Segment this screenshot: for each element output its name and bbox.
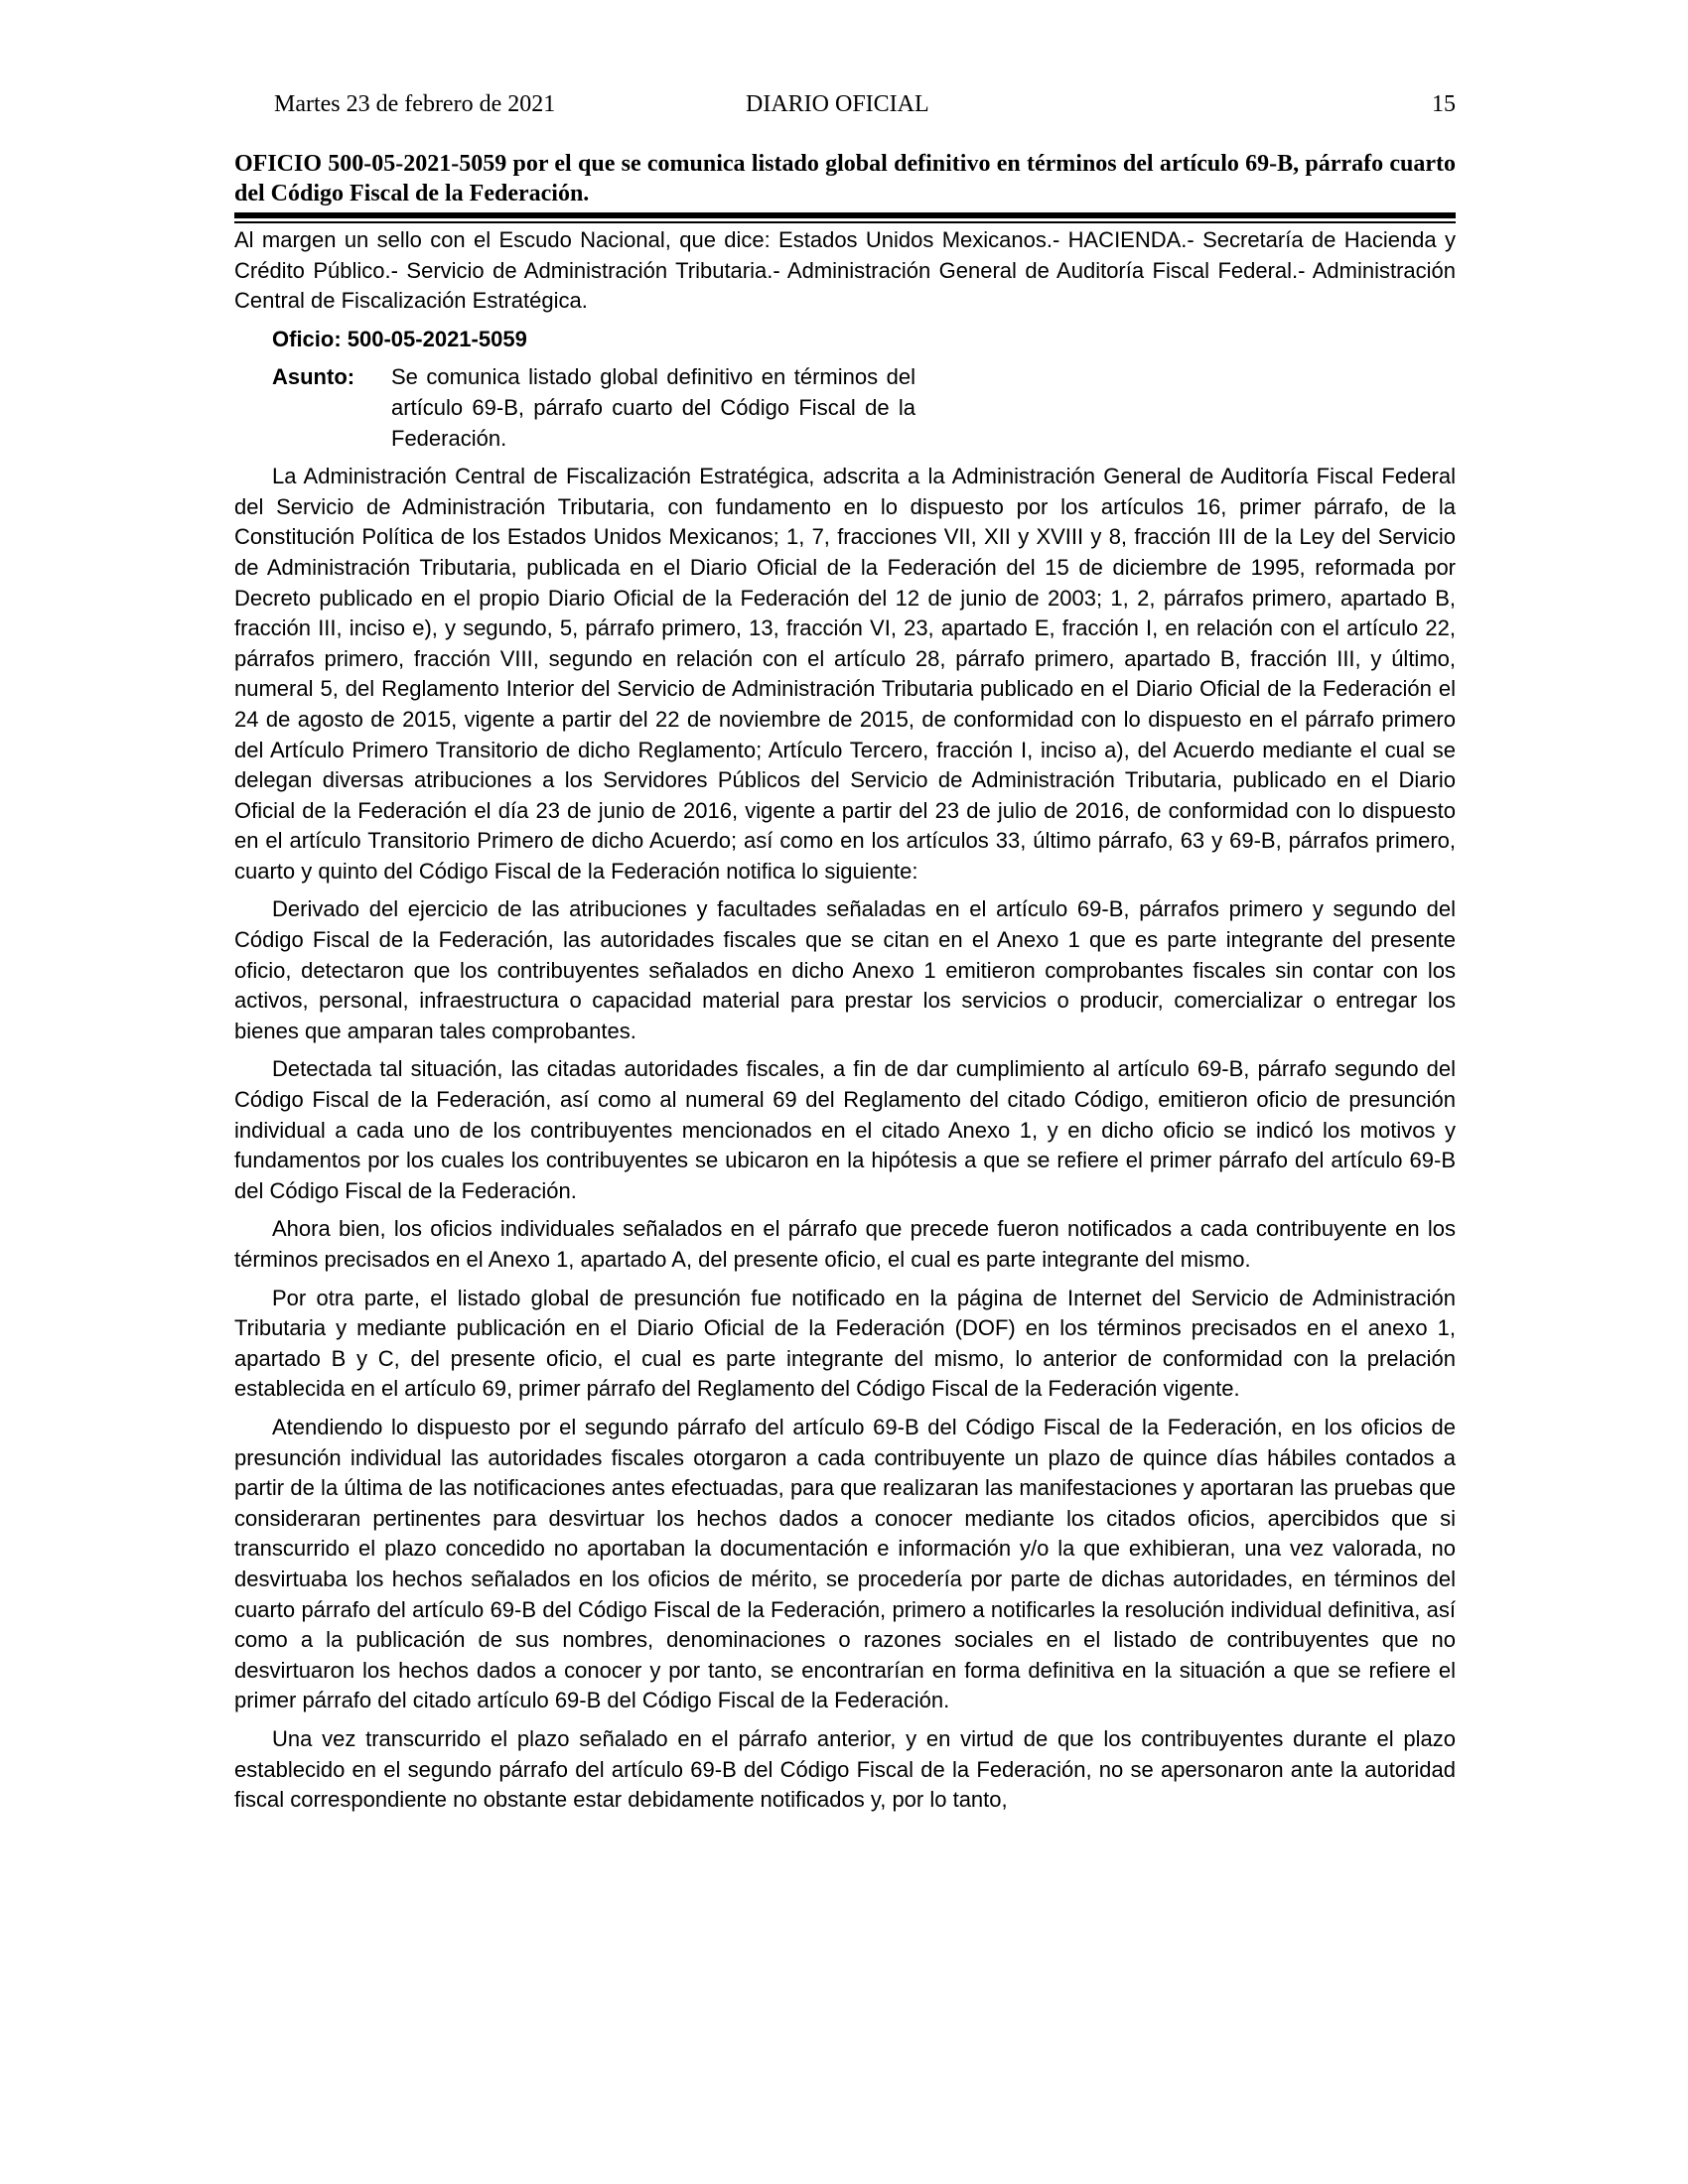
- body-paragraph-1: La Administración Central de Fiscalización Estratégica, adscrita a la Administración General de Auditoría Fiscal Federal del Servicio de Administración Tributaria, con fundamento en lo dispuesto por los artículos 16, primer párrafo, de la Constitución Política de los Estados Unidos Mexicanos; 1, 7, fracciones VII, XII y XVIII y 8, fracción III de la Ley del Servicio de Administración Tributaria, publicada en el Diario Oficial de la Federación del 15 de diciembre de 1995, reformada por Decreto publicado en el propio Diario Oficial de la Federación del 12 de junio de 2003; 1, 2, párrafos primero, apartado B, fracción III, inciso e), y segundo, 5, párrafo primero, 13, fracción VI, 23, apartado E, fracción I, en relación con el artículo 22, párrafos primero, fracción VIII, segundo en relación con el artículo 28, párrafo primero, apartado B, fracción III, y último, numeral 5, del Reglamento Interior del Servicio de Administración Tributaria publicado en el Diario Oficial de la Federación el 24 de agosto de 2015, vigente a partir del 22 de noviembre de 2015, de conformidad con lo dispuesto en el párrafo primero del Artículo Primero Transitorio de dicho Reglamento; Artículo Tercero, fracción I, inciso a), del Acuerdo mediante el cual se delegan diversas atribuciones a los Servidores Públicos del Servicio de Administración Tributaria, publicado en el Diario Oficial de la Federación el día 23 de junio de 2016, vigente a partir del 23 de julio de 2016, de conformidad con lo dispuesto en el artículo Transitorio Primero de dicho Acuerdo; así como en los artículos 33, último párrafo, 63 y 69-B, párrafos primero, cuarto y quinto del Código Fiscal de la Federación notifica lo siguiente:: [234, 464, 1456, 884]
- asunto-block: [234, 362, 1456, 454]
- title-rule-thin: [234, 221, 1456, 223]
- document-title: OFICIO 500-05-2021-5059 por el que se comunica listado global definitivo en términos del artículo 69-B, párrafo cuarto del Código Fiscal de la Federación.: [234, 151, 1456, 206]
- asunto-text: Se comunica listado global definitivo en términos del artículo 69-B, párrafo cuarto del Código Fiscal de la Federación.: [391, 364, 915, 451]
- body-paragraph-7: Una vez transcurrido el plazo señalado en el párrafo anterior, y en virtud de que los contribuyentes durante el plazo establecido en el segundo párrafo del artículo 69-B del Código Fiscal de la Federación, no se apersonaron ante la autoridad fiscal correspondiente no obstante estar debidamente notificados y, por lo tanto,: [234, 1725, 1456, 1813]
- body-paragraph-5: Por otra parte, el listado global de presunción fue notificado en la página de Internet del Servicio de Administración Tributaria y mediante publicación en el Diario Oficial de la Federación (DOF) en los términos precisados en el anexo 1, apartado B y C, del presente oficio, el cual es parte integrante del mismo, lo anterior de conformidad con la prelación establecida en el artículo 69, primer párrafo del Reglamento del Código Fiscal de la Federación vigente.: [234, 1285, 1456, 1402]
- seal-paragraph: Al margen un sello con el Escudo Nacional, que dice: Estados Unidos Mexicanos.- HACIENDA.- Secretaría de Hacienda y Crédito Público.- Servicio de Administración Tributaria.- Administración General de Auditoría Fiscal Federal.- Administración Central de Fiscalización Estratégica.: [234, 227, 1456, 314]
- body-paragraph-3: Detectada tal situación, las citadas autoridades fiscales, a fin de dar cumplimiento al artículo 69-B, párrafo segundo del Código Fiscal de la Federación, así como al numeral 69 del Reglamento del citado Código, emitieron oficio de presunción individual a cada uno de los contribuyentes mencionados en el citado Anexo 1, y en dicho oficio se indicó los motivos y fundamentos por los cuales los contribuyentes se ubicaron en la hipótesis a que se refiere el primer párrafo del artículo 69-B del Código Fiscal de la Federación.: [234, 1056, 1456, 1203]
- oficio-number: Oficio: 500-05-2021-5059: [272, 326, 527, 351]
- body-paragraph-2: Derivado del ejercicio de las atribuciones y facultades señaladas en el artículo 69-B, párrafos primero y segundo del Código Fiscal de la Federación, las autoridades fiscales que se citan en el Anexo 1 que es parte integrante del presente oficio, detectaron que los contribuyentes señalados en dicho Anexo 1 emitieron comprobantes fiscales sin contar con los activos, personal, infraestructura o capacidad material para prestar los servicios o producir, comercializar o entregar los bienes que amparan tales comprobantes.: [234, 896, 1456, 1043]
- body-paragraph-4: Ahora bien, los oficios individuales señalados en el párrafo que precede fueron notificados a cada contribuyente en los términos precisados en el Anexo 1, apartado A, del presente oficio, el cual es parte integrante del mismo.: [234, 1216, 1456, 1272]
- asunto-label: Asunto:: [272, 364, 355, 390]
- page-number: 15: [1432, 91, 1456, 117]
- title-rule-thick: [234, 212, 1456, 218]
- page-header: [234, 91, 1456, 131]
- document-page: [234, 91, 1456, 1824]
- document-body: [234, 225, 1456, 1816]
- publication-date: Martes 23 de febrero de 2021: [274, 91, 556, 117]
- body-paragraph-6: Atendiendo lo dispuesto por el segundo párrafo del artículo 69-B del Código Fiscal de la Federación, en los oficios de presunción individual las autoridades fiscales otorgaron a cada contribuyente un plazo de quince días hábiles contados a partir de la última de las notificaciones antes efectuadas, para que realizaran las manifestaciones y aportaran las pruebas que consideraran pertinentes para desvirtuar los hechos dados a conocer mediante los citados oficios, apercibidos que si transcurrido el plazo concedido no aportaban la documentación e información y/o la que exhibieran, una vez valorada, no desvirtuaba los hechos señalados en los oficios de mérito, se procedería por parte de dichas autoridades, en términos del cuarto párrafo del artículo 69-B del Código Fiscal de la Federación, primero a notificarles la resolución individual definitiva, así como a la publicación de sus nombres, denominaciones o razones sociales en el listado de contribuyentes que no desvirtuaron los hechos dados a conocer y por tanto, se encontrarían en forma definitiva en la situación a que se refiere el primer párrafo del citado artículo 69-B del Código Fiscal de la Federación.: [234, 1414, 1456, 1713]
- journal-name: DIARIO OFICIAL: [746, 91, 929, 117]
